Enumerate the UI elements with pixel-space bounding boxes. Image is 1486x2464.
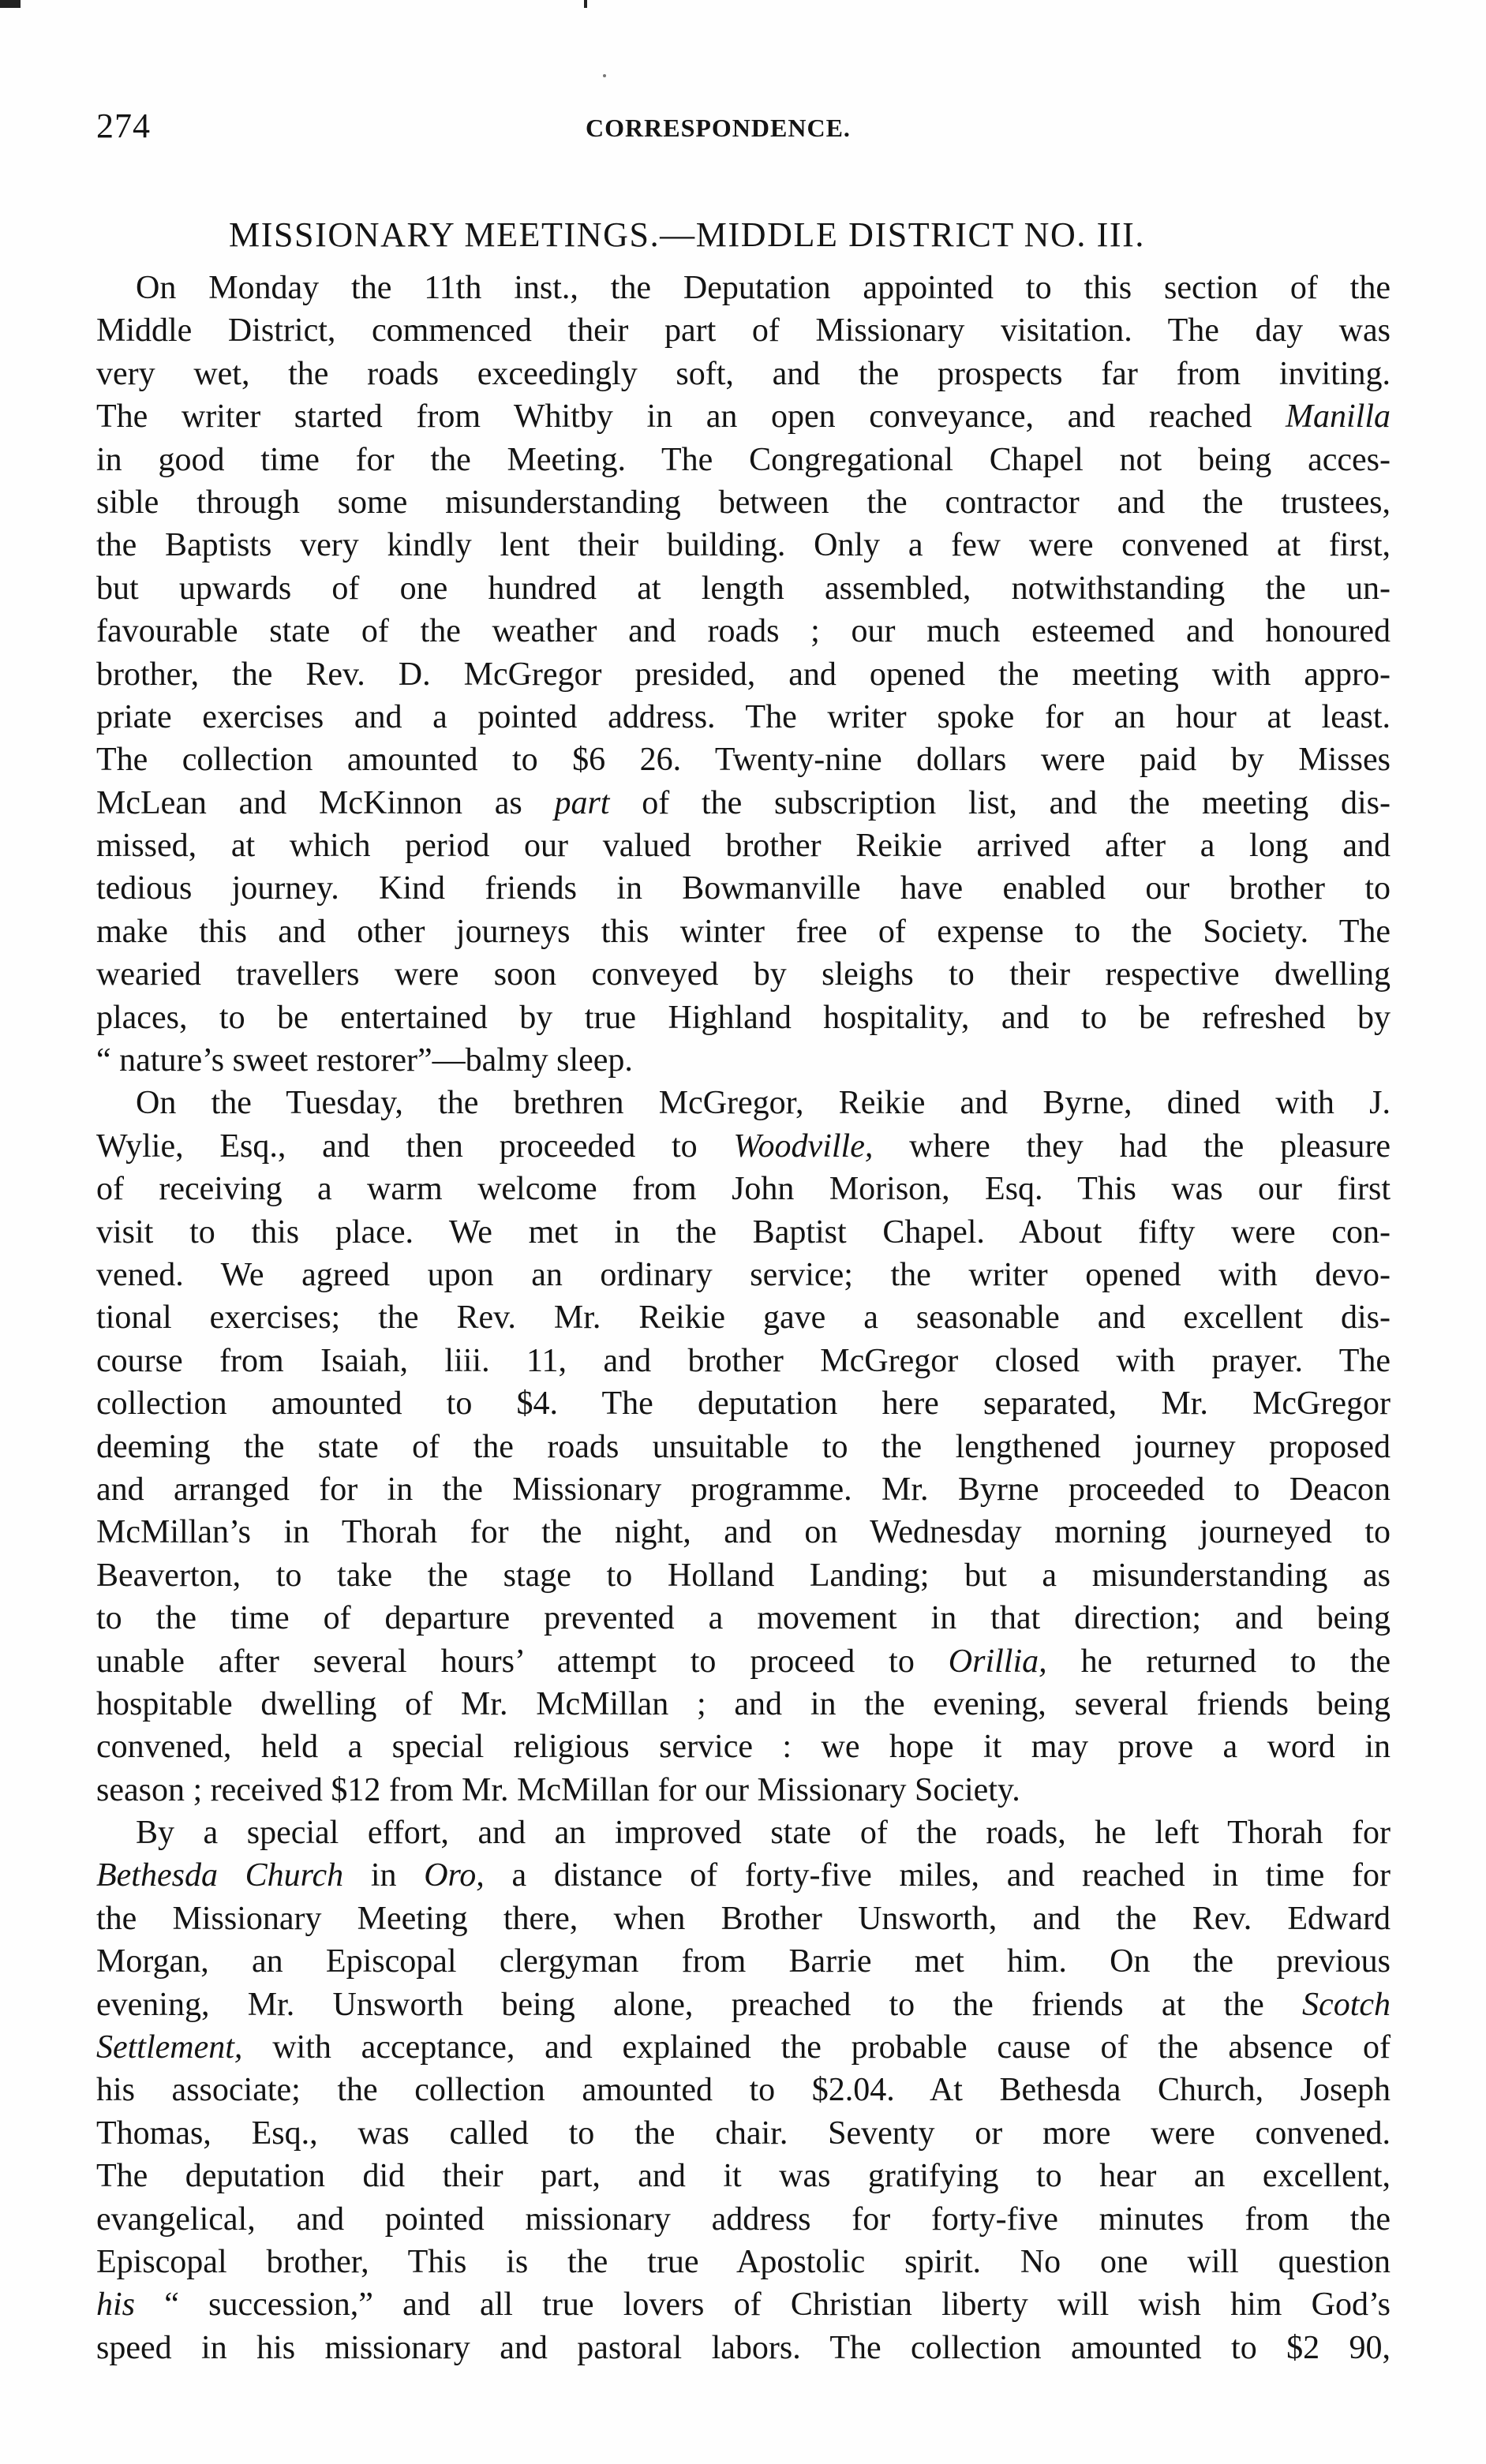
text-segment: Middle District, commenced their part of Missionary visitation. The day was [96, 312, 1391, 350]
text-segment: evening, Mr. Unsworth being alone, preached to the friends at the [96, 1986, 1303, 2023]
section-heading: MISSIONARY MEETINGS.—MIDDLE DISTRICT NO. III. [229, 215, 1145, 254]
text-line [96, 481, 1391, 524]
text-segment: evangelical, and pointed missionary address for forty-five minutes from the [96, 2200, 1391, 2238]
text-line [96, 2155, 1391, 2197]
text-line [96, 1426, 1391, 1468]
scan-artifact-mark [584, 0, 587, 8]
text-segment: a distance of forty-five miles, and reached in time for [484, 1857, 1391, 1894]
italic-text: Settlement, [96, 2029, 243, 2066]
text-segment: in [343, 1857, 425, 1894]
text-segment: brother, the Rev. D. McGregor presided, and opened the meeting with appro- [96, 656, 1391, 693]
text-segment: places, to be entertained by true Highland hospitality, and to be refreshed by [96, 999, 1391, 1036]
text-segment: sible through some misunderstanding between the contractor and the trustees, [96, 484, 1391, 521]
text-line [96, 2283, 1391, 2326]
text-segment: The deputation did their part, and it was gratifying to hear an excellent, [96, 2158, 1391, 2195]
scan-artifact-mark [0, 0, 21, 8]
text-line [96, 953, 1391, 996]
text-line [96, 1296, 1391, 1339]
italic-text: Orillia, [948, 1643, 1047, 1680]
italic-text: Woodville, [733, 1127, 874, 1165]
text-segment: in good time for the Meeting. The Congregational Chapel not being acces- [96, 441, 1391, 478]
text-segment: unable after several hours’ attempt to proceed to [96, 1643, 949, 1680]
text-segment: but upwards of one hundred at length assembled, notwithstanding the un- [96, 570, 1391, 607]
italic-text: part [554, 784, 610, 821]
text-line [96, 1340, 1391, 1382]
text-segment: On the Tuesday, the brethren McGregor, Reikie and Byrne, dined with J. [136, 1085, 1391, 1122]
text-segment: “ nature’s sweet restorer”—balmy sleep. [96, 1042, 633, 1079]
text-line [96, 439, 1391, 481]
text-line [96, 353, 1391, 395]
text-line [96, 782, 1391, 824]
text-segment: The writer started from Whitby in an open conveyance, and reached [96, 398, 1286, 436]
text-segment: collection amounted to $4. The deputation here separated, Mr. McGregor [96, 1385, 1391, 1423]
article-body [96, 267, 1391, 2369]
text-line [96, 1468, 1391, 1511]
text-segment: very wet, the roads exceedingly soft, and the prospects far from inviting. [96, 355, 1391, 392]
text-line [96, 1168, 1391, 1210]
text-segment: “ succession,” and all true lovers of Christian liberty will wish him God’s [135, 2286, 1391, 2324]
text-line [96, 2327, 1391, 2369]
text-segment: speed in his missionary and pastoral labors. The collection amounted to $2 90, [96, 2329, 1391, 2366]
text-line [96, 1382, 1391, 1425]
text-line [96, 2026, 1391, 2069]
text-line [96, 1769, 1391, 1812]
text-segment: the Baptists very kindly lent their building. Only a few were convened at first, [96, 527, 1391, 564]
italic-text: Scotch [1302, 1986, 1391, 2023]
text-line [96, 267, 1391, 309]
text-line [96, 1726, 1391, 1768]
text-line [96, 2069, 1391, 2111]
text-segment: tional exercises; the Rev. Mr. Reikie gave a seasonable and excellent dis- [96, 1299, 1391, 1337]
text-segment: McLean and McKinnon as [96, 784, 555, 821]
text-line [96, 1211, 1391, 1254]
text-line [96, 1683, 1391, 1726]
text-segment: of receiving a warm welcome from John Morison, Esq. This was our first [96, 1171, 1391, 1208]
text-line [96, 2241, 1391, 2283]
running-title: CORRESPONDENCE. [586, 114, 851, 142]
text-line [96, 395, 1391, 438]
text-line [96, 2198, 1391, 2241]
text-segment: the Missionary Meeting there, when Brother Unsworth, and the Rev. Edward [96, 1900, 1391, 1937]
text-segment: of the subscription list, and the meeting dis- [609, 784, 1391, 821]
text-segment: where they had the pleasure [873, 1127, 1391, 1165]
text-segment: course from Isaiah, liii. 11, and brother McGregor closed with prayer. The [96, 1342, 1391, 1379]
text-segment: Thomas, Esq., was called to the chair. Seventy or more were convened. [96, 2114, 1391, 2152]
text-line [96, 1984, 1391, 2026]
text-line [96, 1511, 1391, 1554]
scan-artifact-dot [603, 74, 606, 77]
italic-text: Oro, [424, 1857, 485, 1894]
text-segment: priate exercises and a pointed address. The writer spoke for an hour at least. [96, 698, 1391, 735]
text-line [96, 1125, 1391, 1168]
text-segment: make this and other journeys this winter free of expense to the Society. The [96, 913, 1391, 950]
text-line [96, 1940, 1391, 1983]
text-line [96, 524, 1391, 566]
text-line [96, 996, 1391, 1039]
text-line [96, 1854, 1391, 1897]
text-segment: Wylie, Esq., and then proceeded to [96, 1127, 734, 1165]
text-line [96, 653, 1391, 696]
text-line [96, 738, 1391, 781]
text-segment: The collection amounted to $6 26. Twenty-nine dollars were paid by Misses [96, 742, 1391, 779]
text-line [96, 1898, 1391, 1940]
text-segment: favourable state of the weather and roads ; our much esteemed and honoured [96, 613, 1391, 650]
text-line [96, 309, 1391, 352]
text-segment: Morgan, an Episcopal clergyman from Barrie met him. On the previous [96, 1943, 1391, 1980]
italic-text: his [96, 2286, 136, 2324]
text-line [96, 1812, 1391, 1854]
text-segment: deeming the state of the roads unsuitable to the lengthened journey proposed [96, 1428, 1391, 1465]
text-segment: McMillan’s in Thorah for the night, and on Wednesday morning journeyed to [96, 1514, 1391, 1551]
text-segment: with acceptance, and explained the probable cause of the absence of [242, 2029, 1391, 2066]
text-line [96, 1254, 1391, 1296]
running-head [96, 103, 1391, 150]
text-line [96, 1554, 1391, 1597]
text-segment: Episcopal brother, This is the true Apostolic spirit. No one will question [96, 2243, 1391, 2280]
text-segment: to the time of departure prevented a movement in that direction; and being [96, 1600, 1391, 1637]
text-line [96, 1082, 1391, 1124]
text-segment: wearied travellers were soon conveyed by sleighs to their respective dwelling [96, 956, 1391, 993]
text-line [96, 824, 1391, 867]
italic-text: Bethesda Church [96, 1857, 344, 1894]
text-segment: missed, at which period our valued brother Reikie arrived after a long and [96, 828, 1391, 865]
text-segment: season ; received $12 from Mr. McMillan for our Missionary Society. [96, 1771, 1020, 1808]
text-segment: By a special effort, and an improved state of the roads, he left Thorah for [136, 1815, 1391, 1852]
text-segment: he returned to the [1046, 1643, 1391, 1680]
text-segment: and arranged for in the Missionary programme. Mr. Byrne proceeded to Deacon [96, 1471, 1391, 1508]
italic-text: Manilla [1286, 398, 1391, 436]
text-line [96, 1640, 1391, 1683]
text-segment: vened. We agreed upon an ordinary service; the writer opened with devo- [96, 1256, 1391, 1293]
text-segment: visit to this place. We met in the Baptist Chapel. About fifty were con- [96, 1213, 1391, 1251]
text-line [96, 867, 1391, 910]
text-line [96, 696, 1391, 738]
text-line [96, 910, 1391, 953]
text-segment: his associate; the collection amounted to $2.04. At Bethesda Church, Joseph [96, 2072, 1391, 2109]
text-line [96, 610, 1391, 652]
page-number: 274 [96, 107, 151, 145]
text-segment: On Monday the 11th inst., the Deputation appointed to this section of the [136, 270, 1391, 306]
text-segment: tedious journey. Kind friends in Bowmanville have enabled our brother to [96, 870, 1391, 907]
text-segment: Beaverton, to take the stage to Holland Landing; but a misunderstanding as [96, 1557, 1391, 1594]
text-line [96, 1039, 1391, 1082]
text-line [96, 2112, 1391, 2155]
text-line [96, 567, 1391, 610]
text-segment: hospitable dwelling of Mr. McMillan ; and in the evening, several friends being [96, 1685, 1391, 1722]
text-line [96, 1597, 1391, 1640]
text-segment: convened, held a special religious service : we hope it may prove a word in [96, 1729, 1391, 1766]
